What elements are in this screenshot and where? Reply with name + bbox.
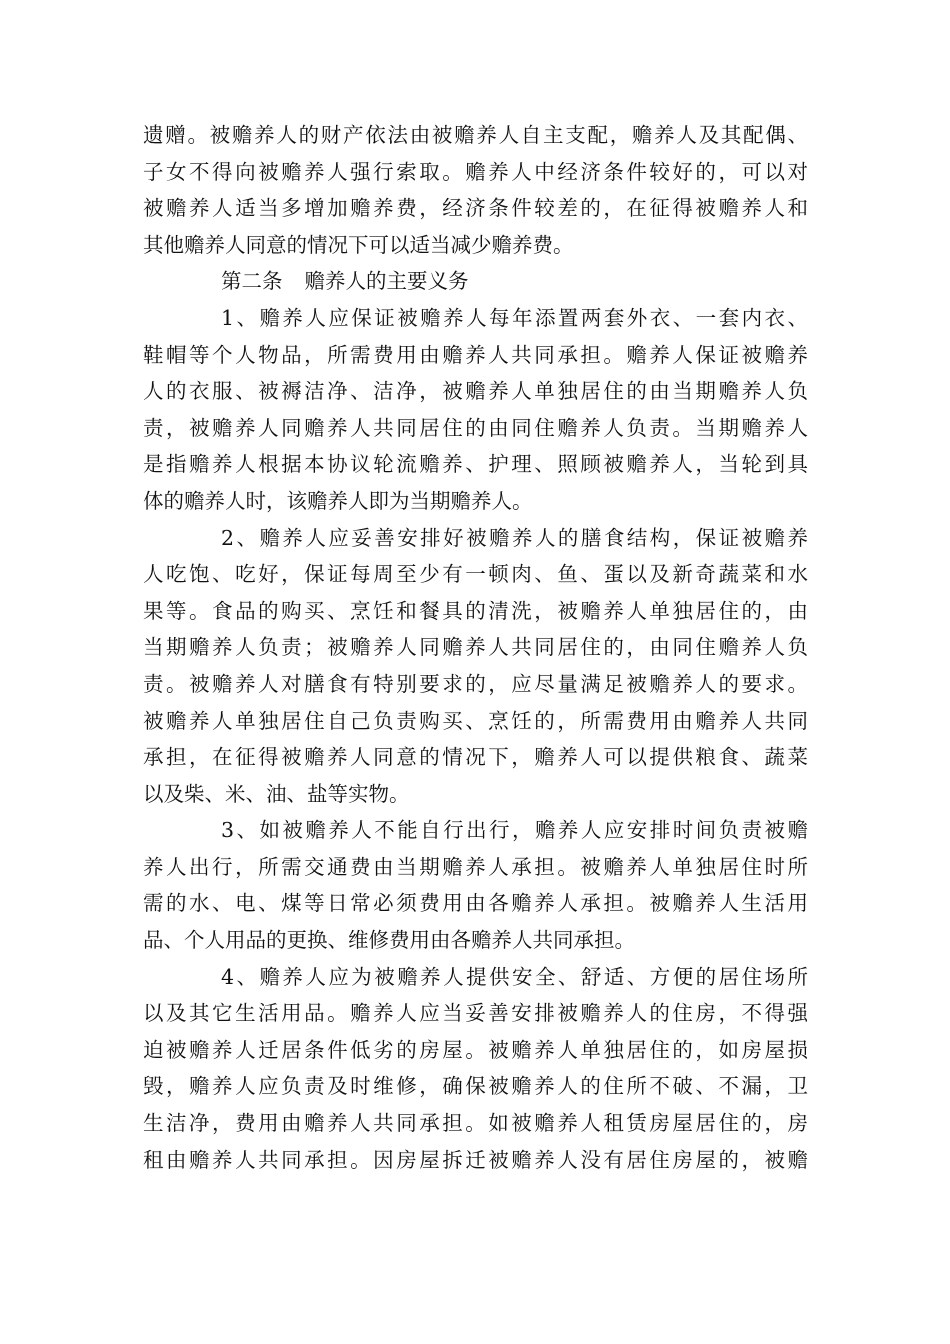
text-line: 鞋帽等个人物品，所需费用由赡养人共同承担。赡养人保证被赡养 <box>143 342 808 367</box>
article-number: 第二条 <box>221 269 283 294</box>
text-line: 人吃饱、吃好，保证每周至少有一顿肉、鱼、蛋以及新奇蔬菜和水 <box>143 562 808 587</box>
text-line: 果等。食品的购买、烹饪和餐具的清洗，被赡养人单独居住的，由 <box>143 598 808 623</box>
text-line: 养人出行，所需交通费由当期赡养人承担。被赡养人单独居住时所 <box>143 854 808 879</box>
paragraph-item-1 <box>143 300 808 520</box>
text-line: 其他赡养人同意的情况下可以适当减少赡养费。 <box>143 232 574 257</box>
paragraph-item-2 <box>143 520 808 813</box>
text-line: 以及柴、米、油、盐等实物。 <box>143 781 410 806</box>
text-line: 需的水、电、煤等日常必须费用由各赡养人承担。被赡养人生活用 <box>143 891 808 916</box>
text-line: 是指赡养人根据本协议轮流赡养、护理、照顾被赡养人，当轮到具 <box>143 452 808 477</box>
text-line: 责。被赡养人对膳食有特别要求的，应尽量满足被赡养人的要求。 <box>143 671 808 696</box>
text-line: 生洁净，费用由赡养人共同承担。如被赡养人租赁房屋居住的，房 <box>143 1111 808 1136</box>
text-line: 毁，赡养人应负责及时维修，确保被赡养人的住所不破、不漏，卫 <box>143 1074 808 1099</box>
text-line: 2、赡养人应妥善安排好被赡养人的膳食结构，保证被赡养 <box>221 525 808 550</box>
text-line: 责，被赡养人同赡养人共同居住的由同住赡养人负责。当期赡养人 <box>143 415 808 440</box>
article-title: 赡养人的主要义务 <box>304 269 469 294</box>
paragraph-continuation <box>143 117 808 263</box>
text-line: 被赡养人适当多增加赡养费，经济条件较差的，在征得被赡养人和 <box>143 196 808 221</box>
text-line: 体的赡养人时，该赡养人即为当期赡养人。 <box>143 488 533 513</box>
text-line: 租由赡养人共同承担。因房屋拆迁被赡养人没有居住房屋的，被赡 <box>143 1147 808 1172</box>
text-line: 迫被赡养人迁居条件低劣的房屋。被赡养人单独居住的，如房屋损 <box>143 1037 808 1062</box>
paragraph-item-3 <box>143 812 808 958</box>
text-line: 3、如被赡养人不能自行出行，赡养人应安排时间负责被赡 <box>221 818 808 843</box>
text-line: 遗赠。被赡养人的财产依法由被赡养人自主支配，赡养人及其配偶、 <box>143 123 808 147</box>
text-line: 当期赡养人负责；被赡养人同赡养人共同居住的，由同住赡养人负 <box>143 635 808 660</box>
text-line: 1、赡养人应保证被赡养人每年添置两套外衣、一套内衣、 <box>221 305 808 330</box>
document-body <box>143 117 808 1178</box>
text-line: 人的衣服、被褥洁净、洁净，被赡养人单独居住的由当期赡养人负 <box>143 379 808 404</box>
article-heading <box>143 263 808 300</box>
text-line: 被赡养人单独居住自己负责购买、烹饪的，所需费用由赡养人共同 <box>143 708 808 733</box>
text-line: 子女不得向被赡养人强行索取。赡养人中经济条件较好的，可以对 <box>143 159 808 184</box>
text-line: 承担，在征得被赡养人同意的情况下，赡养人可以提供粮食、蔬菜 <box>143 745 808 770</box>
text-line: 4、赡养人应为被赡养人提供安全、舒适、方便的居住场所 <box>221 964 808 989</box>
text-line: 品、个人用品的更换、维修费用由各赡养人共同承担。 <box>143 928 635 953</box>
text-line: 以及其它生活用品。赡养人应当妥善安排被赡养人的住房，不得强 <box>143 1001 808 1026</box>
paragraph-item-4 <box>143 959 808 1179</box>
